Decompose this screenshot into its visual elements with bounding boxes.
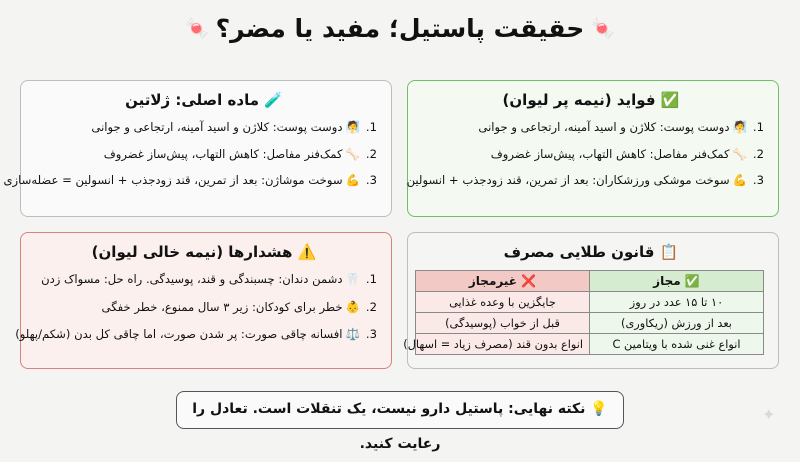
face-mask-icon: 🧖	[732, 120, 748, 134]
candy-icon: 🍬	[590, 16, 616, 40]
baby-icon: 👶	[345, 299, 361, 314]
forbidden-cell: قبل از خواب (پوسیدگی)	[416, 313, 590, 334]
main-ingredient-title: ماده اصلی: ژلاتین	[125, 91, 259, 109]
list-item	[31, 146, 377, 162]
benefits-card	[407, 80, 779, 217]
item-text: افسانه چاقی صورت: پر شدن صورت، اما چاقی کل بدن (شکم/پهلو)	[15, 327, 343, 341]
bone-icon: 🦴	[732, 146, 748, 161]
item-text: دوست پوست: کلاژن و اسید آمینه، ارتجاعی و جوانی	[91, 120, 343, 134]
rule-table	[403, 270, 764, 355]
item-number: 3.	[365, 327, 377, 341]
allowed-header	[590, 271, 764, 292]
table-row	[416, 334, 764, 355]
list-item	[418, 146, 764, 162]
bone-icon: 🦴	[345, 146, 361, 161]
test-tube-icon: 🧪	[264, 91, 283, 109]
check-icon: ✅	[660, 91, 680, 109]
check-icon: ✅	[684, 274, 700, 288]
item-text: سوخت موشاژن: بعد از تمرین، قند زودجذب + انسولین = عضله‌سازی	[3, 173, 343, 187]
item-number: 3.	[752, 173, 764, 187]
golden-rule-title: قانون طلایی مصرف	[503, 243, 655, 261]
item-number: 1.	[365, 272, 377, 286]
card-title	[418, 91, 764, 109]
clipboard-icon: 📋	[659, 243, 679, 261]
item-text: دشمن دندان: چسبندگی و قند، پوسیدگی. راه حل: مسواک زدن	[41, 272, 343, 286]
flexed-bicep-icon: 💪	[732, 173, 748, 187]
item-number: 3.	[365, 173, 377, 187]
list-item	[31, 119, 377, 135]
forbidden-cell: انواع بدون قند (مصرف زیاد = اسهال)	[416, 334, 590, 355]
candy-icon: 🍬	[184, 16, 210, 40]
list-item	[31, 271, 377, 287]
card-title	[31, 91, 377, 109]
cross-icon: ❌	[521, 274, 537, 288]
table-row	[416, 292, 764, 313]
allowed-cell: انواع غنی شده با ویتامین C	[590, 334, 764, 355]
allowed-cell: ۱۰ تا ۱۵ عدد در روز	[590, 292, 764, 313]
tooth-icon: 🦷	[345, 272, 361, 286]
table-header-row	[416, 271, 764, 292]
page-title-text: حقیقت پاستیل؛ مفید یا مضر؟	[215, 14, 585, 43]
item-number: 1.	[752, 120, 764, 134]
forbidden-header-label: غیرمجاز	[468, 274, 517, 288]
list-item	[15, 326, 377, 342]
card-title	[31, 243, 377, 261]
forbidden-cell: جایگزین با وعده غذایی	[416, 292, 590, 313]
list-item	[3, 172, 377, 188]
final-note-text: نکته نهایی: پاستیل دارو نیست، یک تنقلات است. تعادل را رعایت کنید.	[192, 401, 586, 452]
item-text: خطر برای کودکان: زیر ۳ سال ممنوع، خطر خفگی	[101, 299, 343, 314]
golden-rule-card	[403, 232, 779, 369]
list-item	[418, 119, 764, 135]
main-ingredient-card	[3, 80, 392, 217]
table-row	[416, 313, 764, 334]
list-item	[406, 172, 764, 188]
item-text: سوخت موشکی ورزشکاران: بعد از تمرین، قند زودجذب + انسولین	[406, 173, 730, 187]
allowed-header-label: مجاز	[653, 274, 681, 288]
face-mask-icon: 🧖	[345, 120, 361, 134]
list-item	[31, 299, 377, 315]
page-title	[0, 14, 800, 43]
sparkle-icon: ✦	[762, 405, 776, 424]
warnings-card	[15, 232, 392, 369]
forbidden-header	[416, 271, 590, 292]
warning-icon: ⚠️	[297, 243, 317, 261]
item-text: کمک‌فنر مفاصل: کاهش التهاب، پیش‌ساز غضروف	[490, 146, 730, 161]
benefits-title: فواید (نیمه پر لیوان)	[502, 91, 656, 109]
item-number: 2.	[365, 146, 377, 161]
item-number: 1.	[365, 120, 377, 134]
lightbulb-icon: 💡	[590, 401, 608, 417]
allowed-cell: بعد از ورزش (ریکاوری)	[590, 313, 764, 334]
card-title	[418, 243, 764, 261]
flexed-bicep-icon: 💪	[345, 173, 361, 187]
final-note	[176, 391, 624, 452]
scale-icon: ⚖️	[345, 327, 361, 341]
item-number: 2.	[752, 146, 764, 161]
item-text: کمک‌فنر مفاصل: کاهش التهاب، پیش‌ساز غضروف	[103, 146, 343, 161]
warnings-title: هشدارها (نیمه خالی لیوان)	[91, 243, 293, 261]
item-text: دوست پوست: کلاژن و اسید آمینه، ارتجاعی و جوانی	[478, 120, 730, 134]
item-number: 2.	[365, 299, 377, 314]
